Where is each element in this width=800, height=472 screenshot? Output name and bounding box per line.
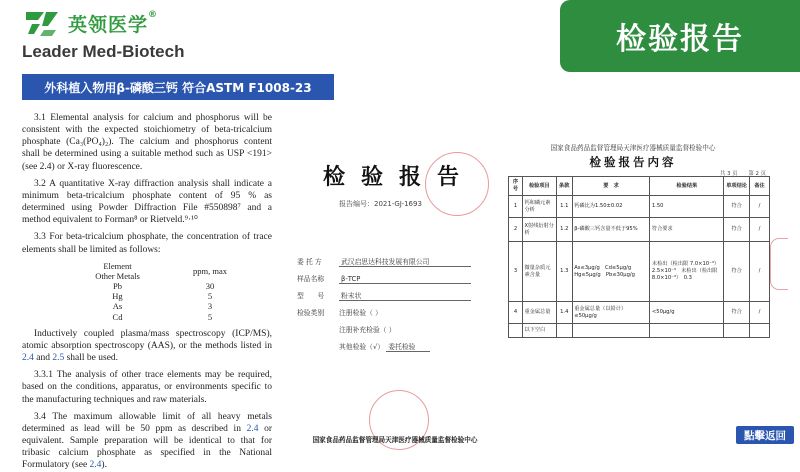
table-row: 3 微量杂质元素含量 1.3 As≤3μg/g Cd≤5μg/g Hg≤5μg/g Pb≤30μg/g 未检出（检出限 7.0×10⁻³） 2.5×10⁻³ 未检出（检出限 8.0×10⁻³） 0.3 符合 / — [509, 242, 770, 302]
table-row: 2 X射线衍射分析 1.2 β-磷酸三钙含量不低于95% 符合要求 符合 / — [509, 218, 770, 242]
table-row: Hg 5 — [112, 291, 213, 302]
official-stamp — [425, 152, 489, 216]
client-field: 委 托 方 武汉启思达科技发展有限公司 — [297, 256, 471, 267]
detail-title: 检验报告内容 — [589, 155, 677, 169]
category-option-supplement: 注册补充检验（ ） — [339, 326, 396, 334]
section-3-1: 3.1 Elemental analysis for calcium and phosphorus will be consistent with the expected stoichiometry of beta-tricalcium phosphate (Ca₃(PO₄)₂). The calcium and phosphorus content shall be determined using a suitable method such as USP <191> (see 2.4) or X-ray fluorescence. — [22, 113, 272, 172]
seam-stamp — [770, 238, 788, 290]
page-title: 检验报告 — [560, 0, 800, 72]
trace-element-table — [62, 261, 247, 322]
section-3-3-1: 3.3.1 The analysis of other trace elements may be required, based on the conditions, apparatus, or environments specific to the manufacturing techniques and raw materials. — [22, 370, 272, 405]
section-3-3-methods: Inductively coupled plasma/mass spectroscopy (ICP/MS), atomic absorption spectroscopy (AAS), or the methods listed in 2.4 and 2.5 shall be used. — [22, 328, 272, 364]
table-row: As 3 — [112, 301, 213, 312]
leader-logo-icon — [22, 8, 62, 40]
table-header-row: 序号 检验项目 条款 要 求 检验结果 单项结论 备注 — [509, 177, 770, 196]
report-number: 报告编号：2021-GJ-1693 — [339, 200, 422, 208]
model-field: 型 号 粉末状 — [297, 290, 471, 301]
page-indicator: 共 3 页 第 2 页 — [720, 171, 767, 177]
back-button[interactable]: 點擊返回 — [736, 426, 794, 444]
report-detail — [508, 142, 788, 434]
subtitle-bar: 外科植入物用β-磷酸三钙 符合ASTM F1008-23 — [22, 74, 334, 100]
detail-org: 国家食品药品监督管理局天津医疗器械质量监督检验中心 — [550, 144, 716, 152]
table-header-ppm: ppm, max — [193, 265, 227, 276]
sample-field: 样品名称 β-TCP — [297, 273, 471, 284]
table-row: 4 重金属总量 1.4 重金属总量（以铅计）≤50μg/g <50μg/g 符合 / — [509, 302, 770, 324]
report-title: 检验报告 — [323, 164, 476, 190]
table-row: 以下空白 — [509, 324, 770, 338]
table-row: Cd 5 — [112, 311, 213, 322]
section-3-2: 3.2 A quantitative X-ray diffraction analysis shall indicate a minimum beta-tricalcium phosphate content of 95 % as determined using Powder Diffraction File #550898⁷ and a method equivalent to Forman⁸ or Rietveld.⁹·¹⁰ — [22, 178, 272, 226]
table-row: 1 钙和磷元素分析 1.1 钙磷比为1.50±0.02 1.50 符合 / — [509, 196, 770, 218]
section-3-4: 3.4 The maximum allowable limit of all heavy metals determined as lead will be 50 ppm as described in 2.4 or equivalent. Sample preparation will be identical to that for tribasic calcium phosphate as specified in the National Formulatory (see 2.4). — [22, 411, 272, 471]
report-issuer: 国家食品药品监督管理局天津医疗器械质量监督检验中心 — [312, 436, 478, 444]
astm-excerpt — [22, 112, 272, 471]
table-row: Pb 30 — [113, 281, 215, 292]
category-field: 检验类别 注册检验（ ） — [297, 309, 382, 317]
brand-name-en: Leader Med-Biotech — [22, 42, 185, 61]
table-header-element: Element Other Metals — [95, 260, 140, 281]
section-3-3: 3.3 For beta-tricalcium phosphate, the concentration of trace elements shall be limited as follows: — [22, 232, 272, 255]
brand-name-cn: 英领医学® — [68, 10, 159, 36]
brand-logo — [22, 6, 262, 66]
category-option-other: 其他检验（√） 委托检验 — [339, 341, 430, 352]
report-cover — [283, 128, 505, 444]
result-table — [508, 176, 770, 338]
